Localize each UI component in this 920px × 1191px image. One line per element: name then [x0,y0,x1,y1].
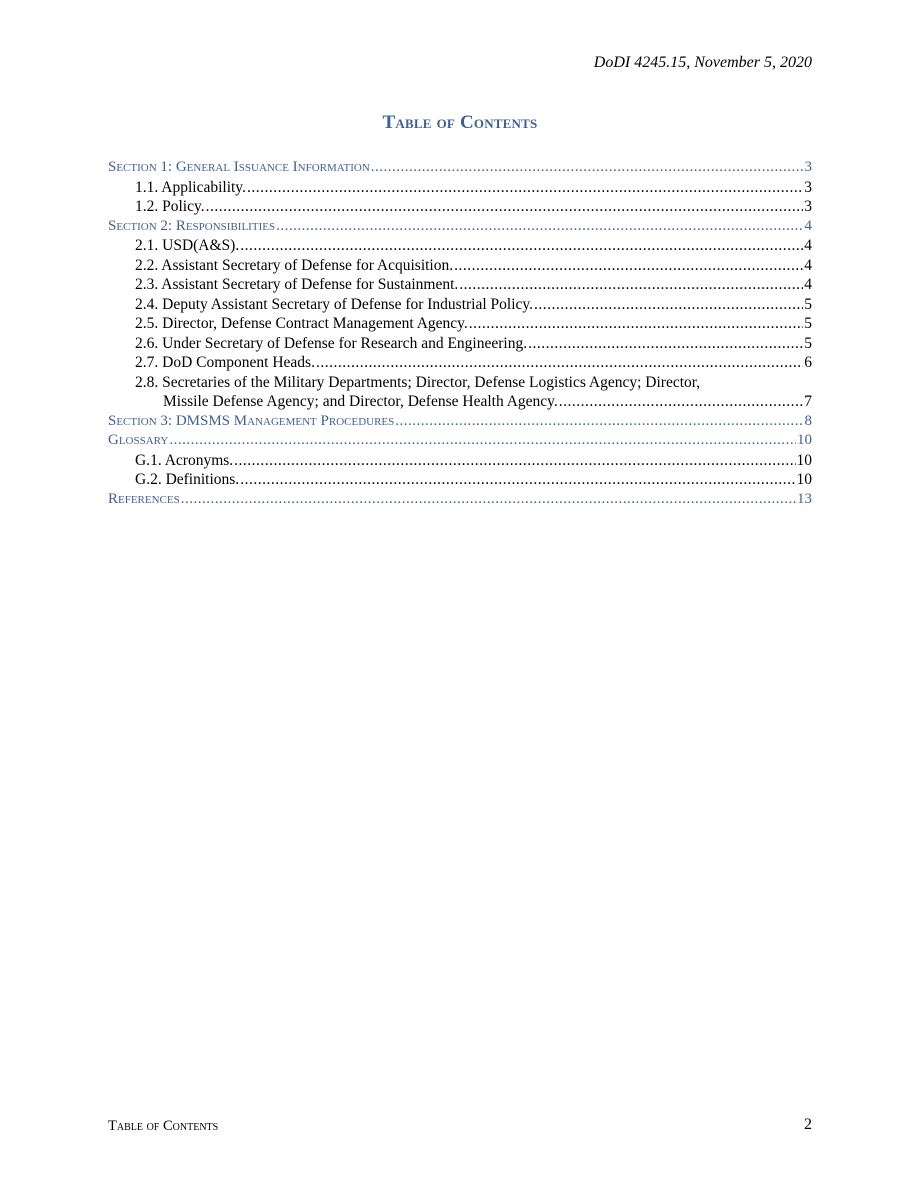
page-title: Table of Contents [382,112,538,133]
toc-entry-2-8[interactable] [108,373,812,412]
toc-entry-section-3[interactable] [108,412,812,432]
footer-section-name: Table of Contents [108,1118,219,1134]
toc-page-number: 4 [804,256,812,274]
toc-entry-label: 1.1. Applicability. [135,178,246,196]
toc-page-number: 5 [804,315,812,332]
toc-page-number: 4 [804,237,812,254]
toc-entry-label: Section 3: DMSMS Management Procedures [108,412,395,429]
toc-entry-references[interactable] [108,490,812,510]
toc-page-number: 13 [797,490,812,507]
toc-entry-2-2[interactable] [108,256,812,276]
dot-leader [454,256,803,276]
dot-leader [206,197,804,217]
dot-leader [371,158,804,178]
toc-page-number: 10 [797,432,812,448]
toc-entry-1-2[interactable] [108,197,812,217]
toc-entry-label: 1.2. Policy. [135,198,205,215]
dot-leader [559,392,803,412]
toc-entry-label: 2.4. Deputy Assistant Secretary of Defense for Industrial Policy. [135,295,534,313]
dot-leader [247,178,803,198]
dot-leader [395,412,803,432]
toc-page-number: 5 [804,334,812,352]
toc-entry-g-1[interactable] [108,451,812,471]
dot-leader [534,295,803,315]
dot-leader [469,314,803,334]
toc-entry-g-2[interactable] [108,470,812,490]
dot-leader [528,334,803,354]
dot-leader [181,490,796,510]
toc-entry-label: 2.2. Assistant Secretary of Defense for Acquisition. [135,256,454,274]
toc-page-number: 8 [804,412,812,429]
toc-entry-label: Section 2: Responsibilities [108,217,276,234]
toc-page-number: 5 [804,295,812,313]
toc-entry-2-5[interactable] [108,314,812,334]
dot-leader [276,217,803,237]
toc-page-number: 3 [804,178,812,196]
toc-page-number: 6 [804,354,812,371]
toc-page-number: 4 [804,217,812,234]
toc-entry-label: 2.5. Director, Defense Contract Management Agency. [135,315,468,332]
toc-entry-label: 2.6. Under Secretary of Defense for Research and Engineering. [135,334,528,352]
footer-page-number: 2 [804,1116,812,1133]
toc-entry-label-line-2 [108,392,812,412]
toc-entry-2-3[interactable] [108,275,812,295]
table-of-contents [108,158,812,509]
toc-entry-glossary[interactable] [108,431,812,451]
dot-leader [169,431,796,451]
toc-entry-label: G.1. Acronyms. [135,451,234,469]
toc-entry-label: Missile Defense Agency; and Director, Defense Health Agency. [163,393,558,410]
dot-leader [240,236,803,256]
document-reference: DoDI 4245.15, November 5, 2020 [593,54,812,71]
toc-entry-label: 2.1. USD(A&S). [135,237,240,254]
dot-leader [459,275,803,295]
toc-entry-2-1[interactable] [108,236,812,256]
toc-entry-label: Section 1: General Issuance Information [108,159,370,175]
toc-entry-1-1[interactable] [108,178,812,198]
toc-entry-label: 2.3. Assistant Secretary of Defense for Sustainment. [135,276,459,293]
toc-page-number: 10 [796,471,812,488]
toc-entry-label: Glossary [108,432,169,448]
toc-page-number: 10 [796,451,812,469]
toc-entry-label: G.2. Definitions. [135,471,240,488]
toc-entry-2-6[interactable] [108,334,812,354]
toc-entry-2-4[interactable] [108,295,812,315]
dot-leader [234,451,795,471]
dot-leader [316,353,803,373]
dot-leader [240,470,795,490]
toc-entry-section-1[interactable] [108,158,812,178]
toc-entry-label: 2.7. DoD Component Heads. [135,354,315,371]
toc-page-number: 3 [804,159,812,175]
toc-page-number: 4 [804,276,812,293]
toc-entry-section-2[interactable] [108,217,812,237]
toc-entry-label: References [108,490,180,507]
toc-entry-label-line-1: 2.8. Secretaries of the Military Departments; Director, Defense Logistics Agency; Director, [135,373,701,391]
toc-page-number: 3 [804,198,812,215]
toc-page-number: 7 [804,393,812,410]
toc-entry-2-7[interactable] [108,353,812,373]
